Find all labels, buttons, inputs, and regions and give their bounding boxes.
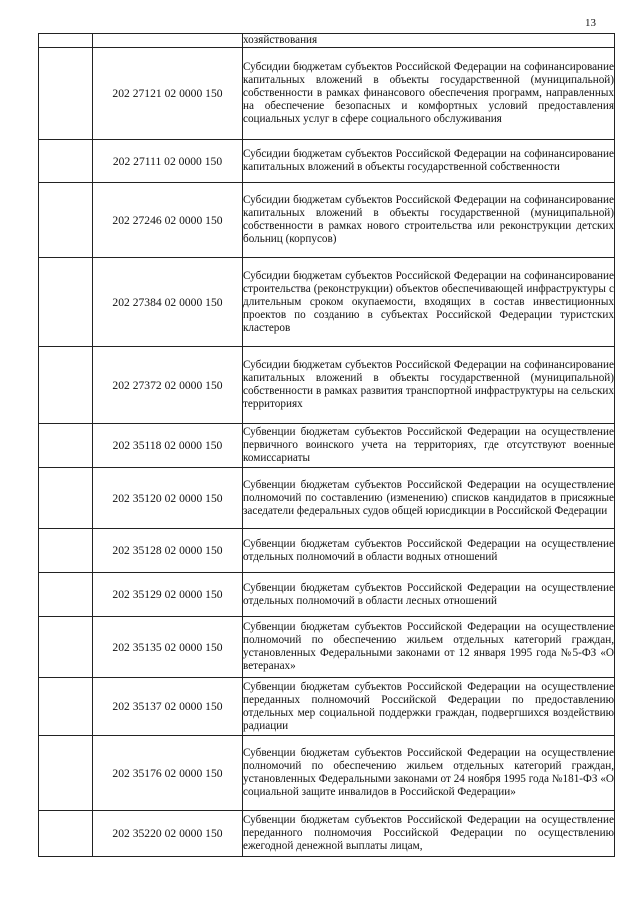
description-cell: Субсидии бюджетам субъектов Российской Федерации на софинансирование капитальных вложений в объекты государственной (муниципальной) собственности в рамках финансового обеспечения программ, направленных на обеспечение безопасных и комфортных условий предоставления социальных услуг в сфере социального обслуживания — [243, 48, 615, 140]
description-cell: Субвенции бюджетам субъектов Российской Федерации на осуществление переданного полномочия Российской Федерации по осуществлению ежегодной денежной выплаты лицам, — [243, 811, 615, 857]
empty-cell — [39, 424, 93, 468]
table-row — [39, 347, 615, 424]
description-cell: Субвенции бюджетам субъектов Российской Федерации на осуществление отдельных полномочий в области лесных отношений — [243, 573, 615, 617]
description-cell: Субсидии бюджетам субъектов Российской Федерации на софинансирование капитальных вложений в объекты государственной (муниципальной) собственности в рамках нового строительства или реконструкции детских больниц (корпусов) — [243, 183, 615, 258]
code-cell: 202 35220 02 0000 150 — [93, 811, 243, 857]
code-cell — [93, 34, 243, 48]
description-cell: Субвенции бюджетам субъектов Российской Федерации на осуществление переданных полномочий Российской Федерации по предоставлению отдельных мер социальной поддержки граждан, подвергшихся воздействию радиации — [243, 678, 615, 736]
table-row — [39, 468, 615, 529]
table-row — [39, 811, 615, 857]
table-row — [39, 529, 615, 573]
description-cell: Субвенции бюджетам субъектов Российской Федерации на осуществление полномочий по составлению (изменению) списков кандидатов в присяжные заседатели федеральных судов общей юрисдикции в Российской Федерации — [243, 468, 615, 529]
empty-cell — [39, 736, 93, 811]
description-cell: Субвенции бюджетам субъектов Российской Федерации на осуществление отдельных полномочий в области водных отношений — [243, 529, 615, 573]
empty-cell — [39, 617, 93, 678]
budget-classification-table — [38, 33, 615, 857]
empty-cell — [39, 468, 93, 529]
code-cell: 202 35176 02 0000 150 — [93, 736, 243, 811]
page-number: 13 — [585, 17, 596, 29]
empty-cell — [39, 48, 93, 140]
code-cell: 202 35135 02 0000 150 — [93, 617, 243, 678]
code-cell: 202 27246 02 0000 150 — [93, 183, 243, 258]
description-cell: Субвенции бюджетам субъектов Российской Федерации на осуществление первичного воинского учета на территориях, где отсутствуют военные комиссариаты — [243, 424, 615, 468]
empty-cell — [39, 811, 93, 857]
table-row — [39, 736, 615, 811]
table-row — [39, 140, 615, 183]
code-cell: 202 35129 02 0000 150 — [93, 573, 243, 617]
empty-cell — [39, 573, 93, 617]
table-row — [39, 573, 615, 617]
table-row — [39, 424, 615, 468]
code-cell: 202 27372 02 0000 150 — [93, 347, 243, 424]
table-row — [39, 678, 615, 736]
code-cell: 202 35120 02 0000 150 — [93, 468, 243, 529]
empty-cell — [39, 347, 93, 424]
description-cell: Субсидии бюджетам субъектов Российской Федерации на софинансирование строительства (реконструкции) объектов обеспечивающей инфраструктуры с длительным сроком окупаемости, входящих в состав инвестиционных проектов по созданию в субъектах Российской Федерации туристских кластеров — [243, 258, 615, 347]
code-cell: 202 35128 02 0000 150 — [93, 529, 243, 573]
empty-cell — [39, 258, 93, 347]
empty-cell — [39, 529, 93, 573]
description-cell: Субсидии бюджетам субъектов Российской Федерации на софинансирование капитальных вложений в объекты государственной (муниципальной) собственности в рамках развития транспортной инфраструктуры на сельских территориях — [243, 347, 615, 424]
description-cell: Субвенции бюджетам субъектов Российской Федерации на осуществление полномочий по обеспечению жильем отдельных категорий граждан, установленных Федеральными законами от 24 ноября 1995 года №181-ФЗ «О социальной защите инвалидов в Российской Федерации» — [243, 736, 615, 811]
code-cell: 202 27111 02 0000 150 — [93, 140, 243, 183]
code-cell: 202 35137 02 0000 150 — [93, 678, 243, 736]
table-row — [39, 48, 615, 140]
code-cell: 202 35118 02 0000 150 — [93, 424, 243, 468]
description-cell: Субсидии бюджетам субъектов Российской Федерации на софинансирование капитальных вложений в объекты государственной собственности — [243, 140, 615, 183]
empty-cell — [39, 678, 93, 736]
table-row — [39, 34, 615, 48]
table-row — [39, 258, 615, 347]
empty-cell — [39, 183, 93, 258]
description-cell: хозяйствования — [243, 34, 615, 48]
description-cell: Субвенции бюджетам субъектов Российской Федерации на осуществление полномочий по обеспечению жильем отдельных категорий граждан, установленных Федеральными законами от 12 января 1995 года №5-ФЗ «О ветеранах» — [243, 617, 615, 678]
empty-cell — [39, 34, 93, 48]
code-cell: 202 27384 02 0000 150 — [93, 258, 243, 347]
table-row — [39, 183, 615, 258]
table-row — [39, 617, 615, 678]
code-cell: 202 27121 02 0000 150 — [93, 48, 243, 140]
empty-cell — [39, 140, 93, 183]
